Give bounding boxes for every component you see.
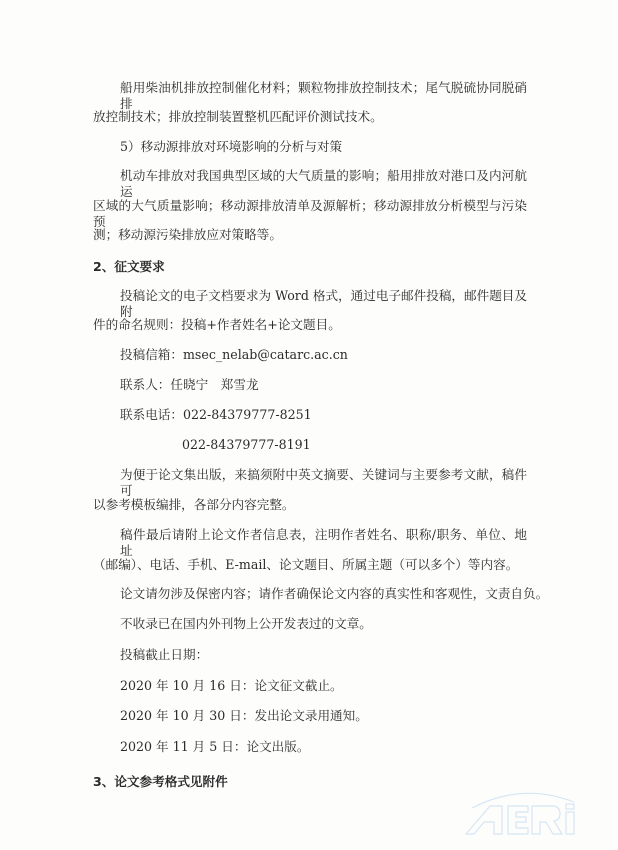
subsection-heading: 5）移动源排放对环境影响的分析与对策	[120, 139, 343, 154]
text-line: 投稿论文的电子文档要求为 Word 格式，通过电子邮件投稿，邮件题目及附	[120, 288, 527, 319]
text-line: 件的命名规则：投稿+作者姓名+论文题目。	[93, 317, 341, 332]
section-heading: 2、征文要求	[93, 259, 165, 274]
text-line: 以参考模板编排，各部分内容完整。	[93, 497, 295, 512]
deadline-label: 投稿截止日期：	[120, 647, 209, 662]
text-line: 论文请勿涉及保密内容；请作者确保论文内容的真实性和客观性，文责自负。	[120, 586, 549, 601]
text-line: 稿件最后请附上论文作者信息表，注明作者姓名、职称/职务、单位、地址	[120, 527, 527, 558]
text-line: 船用柴油机排放控制催化材料；颗粒物排放控制技术；尾气脱硫协同脱硝排	[120, 80, 527, 111]
text-line: 区域的大气质量影响；移动源排放清单及源解析；移动源排放分析模型与污染预	[93, 198, 527, 229]
deadline-item: 2020 年 10 月 30 日：发出论文录用通知。	[120, 708, 368, 723]
contact-phone: 联系电话：022-84379777-8251	[120, 407, 312, 422]
text-line: （邮编）、电话、手机、E-mail、论文题目、所属主题（可以多个）等内容。	[93, 557, 519, 572]
text-line: 测；移动源污染排放应对策略等。	[93, 227, 282, 242]
section-heading: 3、论文参考格式见附件	[93, 774, 228, 789]
aeri-watermark-logo	[462, 788, 584, 838]
contact-phone-2: 022-84379777-8191	[182, 437, 311, 452]
text-line: 不收录已在国内外刊物上公开发表过的文章。	[120, 616, 372, 631]
text-line: 机动车排放对我国典型区域的大气质量的影响；船用排放对港口及内河航运	[120, 168, 527, 199]
submission-email: 投稿信箱：msec_nelab@catarc.ac.cn	[120, 347, 348, 362]
text-line: 放控制技术；排放控制装置整机匹配评价测试技术。	[93, 109, 383, 124]
deadline-item: 2020 年 11 月 5 日：论文出版。	[120, 739, 310, 754]
text-line: 为便于论文集出版，来搞须附中英文摘要、关键词与主要参考文献，稿件可	[120, 467, 527, 498]
contact-persons: 联系人：任晓宁 郑雪龙	[120, 377, 259, 392]
deadline-item: 2020 年 10 月 16 日：论文征文截止。	[120, 678, 343, 693]
